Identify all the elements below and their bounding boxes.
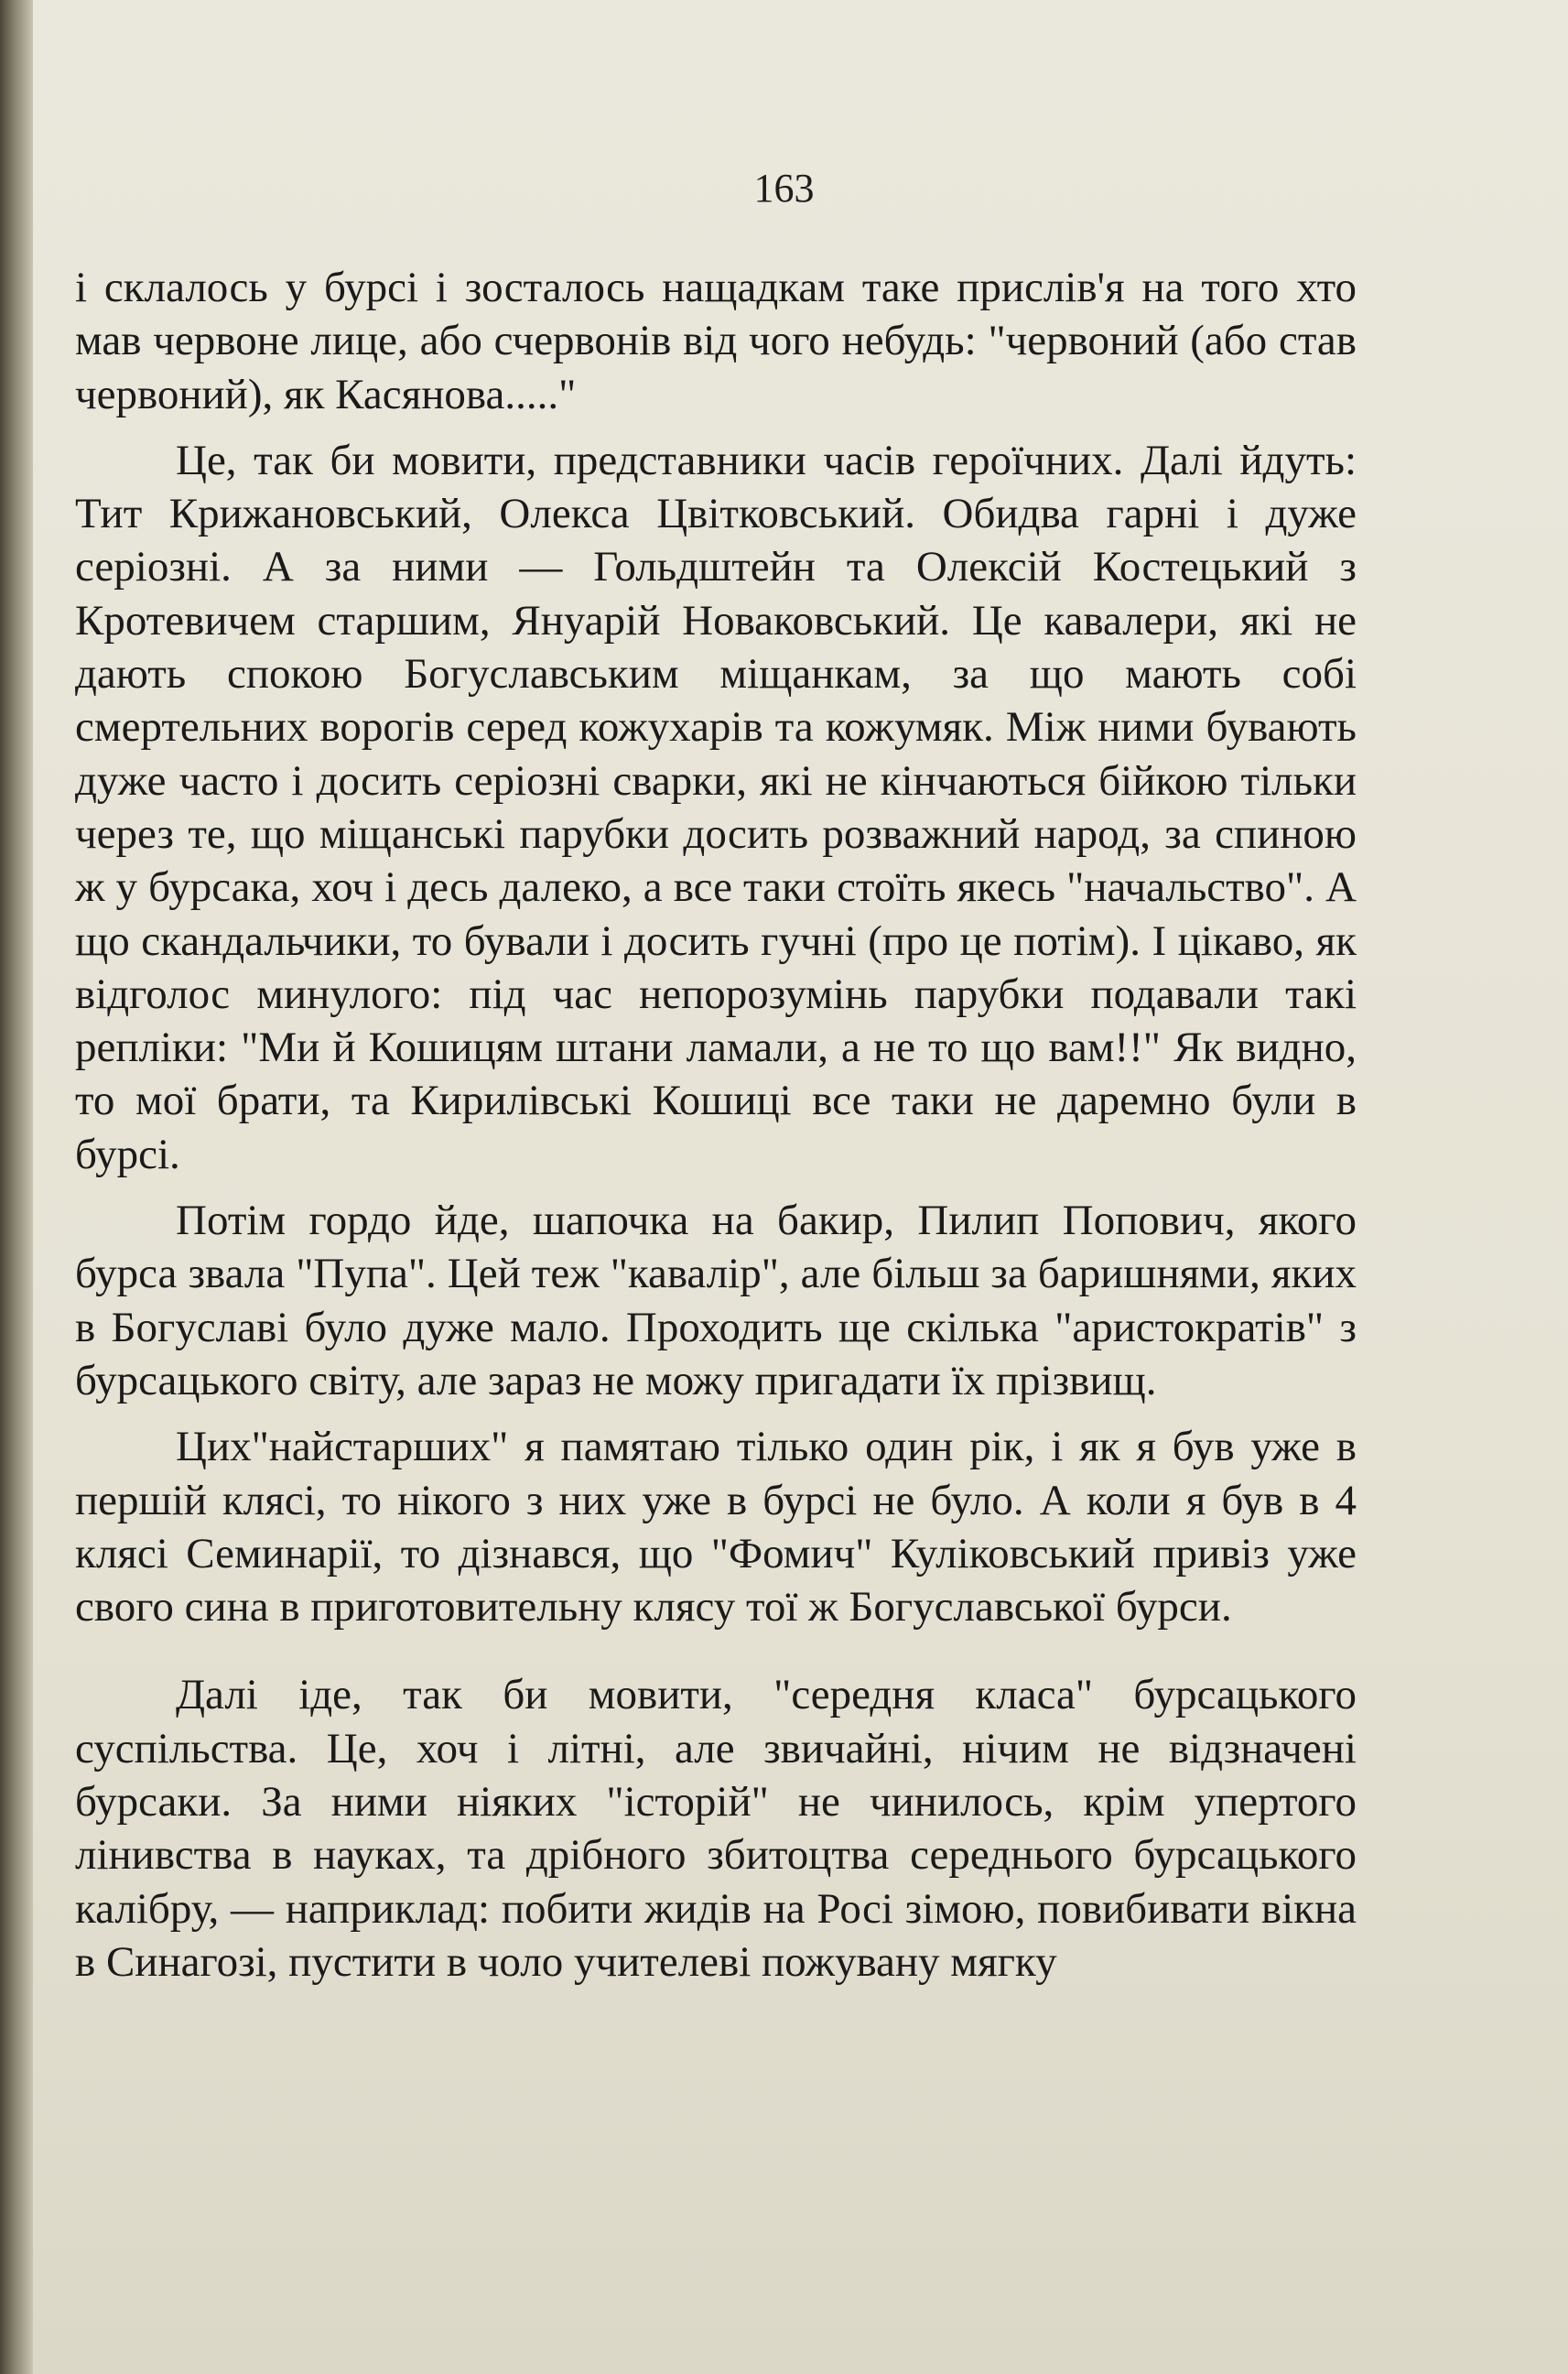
page-number: 163: [753, 166, 815, 211]
paragraph-2: Це, так би мовити, представники часів героїчних. Далі йдуть: Тит Крижановський, Олекса Цвітковський. Обидва гарні і дуже серіозні. А за ними — Гольдштейн та Олексій Костецький з Кротевичем старшим, Януарій Новаковський. Це кавалери, які не дають спокою Богуславським міщанкам, за що мають собі смертельних ворогів серед кожухарів та кожумяк. Між ними бувають дуже часто і досить серіозні сварки, які не кінчаються бійкою тільки через те, що міщанські парубки досить розважний народ, за спиною ж у бурсака, хоч і десь далеко, а все таки стоїть якесь "начальство". А що скандальчики, то бували і досить гучні (про це потім). І цікаво, як відголос минулого: під час непорозумінь парубки подавали такі репліки: "Ми й Кошицям штани ламали, а не то що вам!!" Як видно, то мої брати, та Кирилівські Кошиці все таки не даремно були в бурсі.: [75, 436, 1357, 1178]
book-spine-shadow: [0, 0, 33, 2374]
paragraph-1: і склалось у бурсі і зосталось нащадкам таке прислів'я на того хто мав червоне лице, або счервонів від чого небудь: "червоний (або став червоний), як Касянова.....": [75, 264, 1357, 418]
paragraph-3: Потім гордо йде, шапочка на бакир, Пилип Попович, якого бурса звала "Пупа". Цей теж "кавалір", але більш за баришнями, яких в Богуславі було дуже мало. Проходить ще скілька "аристократів" з бурсацького світу, але зараз не можу пригадати їх прізвищ.: [75, 1197, 1357, 1404]
paragraph-4: Цих"найстарших" я памятаю тілько один рік, і як я був уже в першій клясі, то нікого з них уже в бурсі не було. А коли я був в 4 клясі Семинарії, то дізнався, що "Фомич" Куліковський привіз уже свого сина в приготовительну клясу тої ж Богуславської бурси.: [75, 1423, 1357, 1631]
paragraph-5: Далі іде, так би мовити, "середня класа" бурсацького суспільства. Це, хоч і літні, але звичайні, нічим не відзначені бурсаки. За ними ніяких "історій" не чинилось, крім упертого лінивства в науках, та дрібного збитоцтва середнього бурсацького калібру, — наприклад: побити жидів на Росі зімою, повибивати вікна в Синагозі, пустити в чоло учителеві пожувану мягку: [75, 1671, 1357, 1986]
page-text: [75, 261, 1357, 1989]
